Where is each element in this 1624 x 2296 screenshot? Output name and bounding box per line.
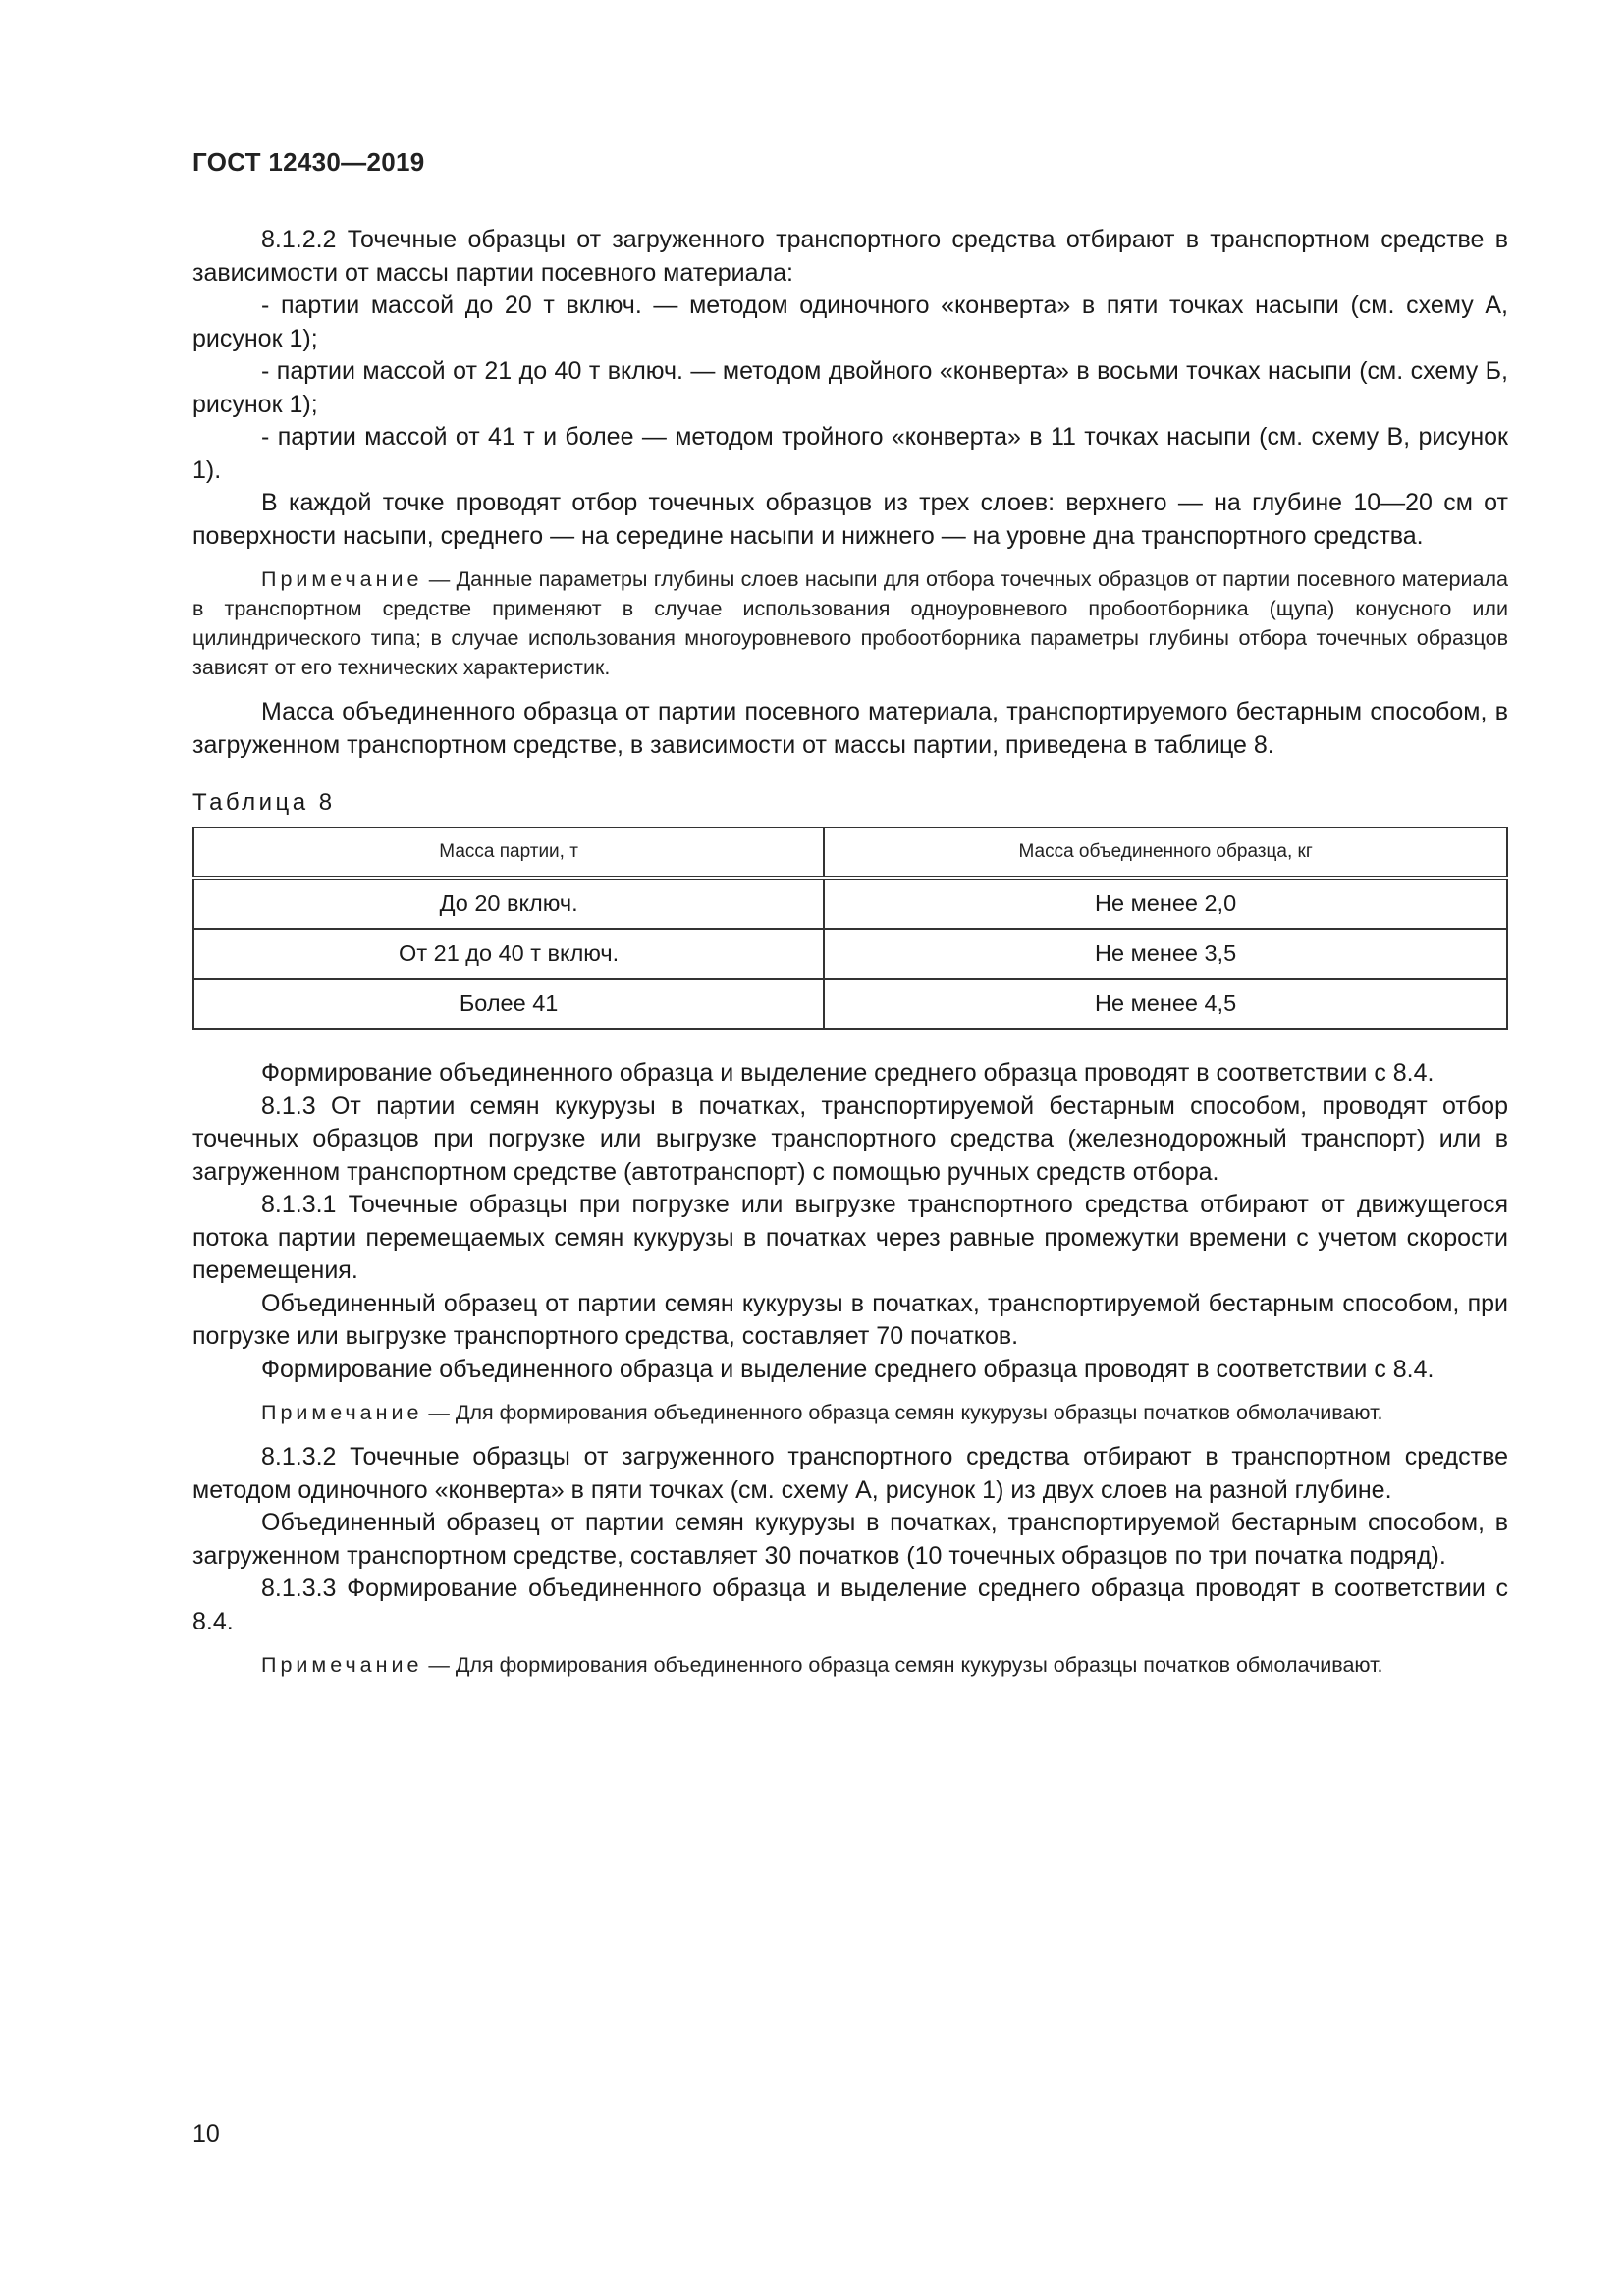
paragraph-combined-sample-mass: Масса объединенного образца от партии посевного материала, транспортируемого бестарным способом, в загруженном транспортном средстве, в зависимости от массы партии, приведена в таблице 8.: [192, 698, 1508, 759]
paragraph-8-1-3: 8.1.3 От партии семян кукурузы в початках, транспортируемой бестарным способом, проводят отбор точечных образцов при погрузке или выгрузке транспортного средства (железнодорожный транспорт) или в загруженном транспортном средстве (автотранспорт) с помощью ручных средств отбора.: [192, 1092, 1508, 1186]
sample-mass-table: [192, 827, 1508, 1030]
note-text: — Данные параметры глубины слоев насыпи для отбора точечных образцов от партии посевного материала в транспортном средстве применяют в случае использования одноуровневого пробоотборника (щупа) конусного или цилиндрического типа; в случае использования многоуровневого пробоотборника параметры глубины отбора точечных образцов зависят от его технических характеристик.: [192, 567, 1508, 679]
document-header: ГОСТ 12430—2019: [192, 147, 425, 177]
table-cell-sample-mass: Не менее 2,0: [824, 878, 1507, 929]
note-sampler-depth: [192, 564, 1508, 682]
note-label: Примечание: [261, 567, 423, 591]
table-cell-lot-mass: От 21 до 40 т включ.: [193, 929, 824, 979]
paragraph-8-1-3-1: 8.1.3.1 Точечные образцы при погрузке или выгрузке транспортного средства отбирают от движущегося потока партии перемещаемых семян кукурузы в початках через равные промежутки времени с учетом скорости перемещения.: [192, 1191, 1508, 1284]
paragraph-8-1-2-2: 8.1.2.2 Точечные образцы от загруженного транспортного средства отбирают в транспортном средстве в зависимости от массы партии посевного материала:: [192, 226, 1508, 287]
note-threshing-2: [192, 1650, 1508, 1680]
table-row: [193, 878, 1507, 929]
list-item-41t-and-more: - партии массой от 41 т и более — методом тройного «конверта» в 11 точках насыпи (см. схему В, рисунок 1).: [192, 423, 1508, 484]
table-cell-lot-mass: До 20 включ.: [193, 878, 824, 929]
table-row: [193, 979, 1507, 1029]
note-text: — Для формирования объединенного образца семян кукурузы образцы початков обмолачивают.: [422, 1653, 1383, 1677]
table-cell-sample-mass: Не менее 4,5: [824, 979, 1507, 1029]
list-item-21-to-40t: - партии массой от 21 до 40 т включ. — методом двойного «конверта» в восьми точках насыпи (см. схему Б, рисунок 1);: [192, 357, 1508, 418]
table-header-row: [193, 828, 1507, 878]
note-label: Примечание: [261, 1401, 423, 1424]
page-number: 10: [192, 2120, 220, 2148]
paragraph-8-1-3-3: 8.1.3.3 Формирование объединенного образца и выделение среднего образца проводят в соответствии с 8.4.: [192, 1575, 1508, 1635]
note-text: — Для формирования объединенного образца семян кукурузы образцы початков обмолачивают.: [422, 1401, 1383, 1424]
paragraph-layers: В каждой точке проводят отбор точечных образцов из трех слоев: верхнего — на глубине 10—20 см от поверхности насыпи, среднего — на середине насыпи и нижнего — на уровне дна транспортного средства.: [192, 489, 1508, 550]
table-caption: Таблица 8: [192, 789, 336, 816]
paragraph-formation-ref-1: Формирование объединенного образца и выделение среднего образца проводят в соответствии с 8.4.: [261, 1059, 1435, 1087]
post-table-section: [192, 1057, 1508, 1680]
column-header-combined-sample-mass: Масса объединенного образца, кг: [824, 828, 1507, 878]
table-cell-sample-mass: Не менее 3,5: [824, 929, 1507, 979]
table-row: [193, 929, 1507, 979]
table-cell-lot-mass: Более 41: [193, 979, 824, 1029]
document-body: [192, 224, 1508, 1693]
paragraph-combined-70: Объединенный образец от партии семян кукурузы в початках, транспортируемой бестарным способом, при погрузке или выгрузке транспортного средства, составляет 70 початков.: [192, 1289, 1508, 1350]
paragraph-formation-ref-2: Формирование объединенного образца и выделение среднего образца проводят в соответствии с 8.4.: [261, 1355, 1435, 1383]
column-header-lot-mass: Масса партии, т: [193, 828, 824, 878]
paragraph-8-1-3-2: 8.1.3.2 Точечные образцы от загруженного транспортного средства отбирают в транспортном средстве методом одиночного «конверта» в пяти точках (см. схему А, рисунок 1) из двух слоев на разной глубине.: [192, 1443, 1508, 1504]
paragraph-combined-30: Объединенный образец от партии семян кукурузы в початках, транспортируемой бестарным способом, в загруженном транспортном средстве, составляет 30 початков (10 точечных образцов по три початка подряд).: [192, 1509, 1508, 1570]
note-label: Примечание: [261, 1653, 423, 1677]
note-threshing-1: [192, 1398, 1508, 1427]
list-item-up-to-20t: - партии массой до 20 т включ. — методом одиночного «конверта» в пяти точках насыпи (см. схему А, рисунок 1);: [192, 292, 1508, 352]
